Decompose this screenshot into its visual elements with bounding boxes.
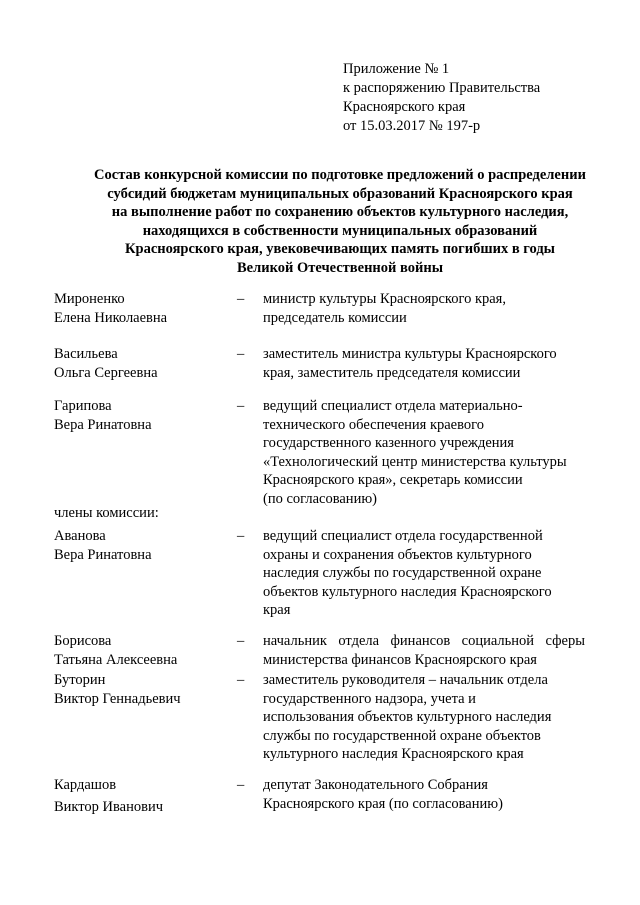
member-name [54,632,234,669]
title-line: на выполнение работ по сохранению объектов культурного наследия, [111,204,569,220]
member-role [263,632,593,669]
role-line: охраны и сохранения объектов культурного [263,546,532,563]
member-given-name: Вера Ринатовна [54,416,152,433]
member-surname: Буторин [54,672,106,688]
member-role [263,397,593,508]
role-line: депутат Законодательного Собрания [263,777,488,793]
role-line: председатель комиссии [263,309,407,326]
role-word: финансов [390,633,451,649]
member-given-name: Татьяна Алексеевна [54,651,178,668]
role-line: объектов культурного наследия Красноярского [263,583,552,600]
member-given-name: Елена Николаевна [54,309,168,326]
member-role [263,671,593,764]
member-given-name: Ольга Сергеевна [54,364,158,381]
members-section-label: члены комиссии: [54,505,159,521]
dash-separator: – [237,777,245,793]
role-line: края, заместитель председателя комиссии [263,364,521,381]
role-line: «Технологический центр министерства культуры [263,453,567,470]
member-role [263,776,593,813]
role-line: государственного казенного учреждения [263,435,514,451]
appendix-region: Красноярского края [343,99,466,115]
member-role [263,527,593,620]
role-line: (по согласованию) [263,490,377,507]
title-line: Красноярского края, увековечивающих память погибших в годы [124,241,556,257]
role-line: заместитель руководителя – начальник отдела [263,672,548,688]
title-line: Состав конкурсной комиссии по подготовке предложений о распределении [94,167,586,183]
member-surname: Мироненко [54,291,125,307]
dash-separator: – [237,346,245,362]
role-line: Красноярского края», секретарь комиссии [263,472,523,488]
role-line: культурного наследия Красноярского края [263,746,524,762]
role-word: начальник [263,633,327,649]
dash-separator: – [237,672,245,688]
role-line: государственного надзора, учета и [263,690,476,707]
role-line: использования объектов культурного наследия [263,709,552,725]
title-line: субсидий бюджетам муниципальных образований Красноярского края [107,185,573,202]
role-word: отдела [338,633,380,649]
role-line: заместитель министра культуры Красноярского [263,346,557,362]
member-name [54,527,234,564]
member-given-name: Виктор Геннадьевич [54,690,181,707]
member-role [263,345,593,382]
dash-separator: – [237,633,245,649]
dash-separator: – [237,528,245,544]
role-line: наследия службы по государственной охране [263,565,542,581]
role-line: министерства финансов Красноярского края [263,651,537,668]
role-line: ведущий специалист отдела государственной [263,528,543,544]
role-word: социальной [461,633,535,649]
role-line: Красноярского края (по согласованию) [263,795,503,812]
role-line-justified [263,632,585,651]
member-name [54,290,234,327]
title-line: находящихся в собственности муниципальных образований [142,222,538,239]
member-name [54,397,234,434]
dash-separator: – [237,291,245,307]
member-name [54,345,234,382]
member-given-name: Вера Ринатовна [54,546,152,563]
member-name [54,671,234,708]
appendix-header [343,60,540,136]
role-line: ведущий специалист отдела материально- [263,398,523,414]
role-line: министр культуры Красноярского края, [263,291,506,307]
member-surname: Аванова [54,528,106,544]
appendix-number: Приложение № 1 [343,61,450,77]
title-line: Великой Отечественной войны [236,259,444,276]
member-name [54,776,234,816]
role-word: сферы [545,633,585,649]
document-title [60,166,620,277]
member-surname: Кардашов [54,777,117,793]
member-surname: Гарипова [54,398,112,414]
member-surname: Борисова [54,633,112,649]
appendix-date: от 15.03.2017 № 197-р [343,118,481,134]
role-line: службы по государственной охране объектов [263,727,541,744]
role-line: края [263,602,291,618]
dash-separator: – [237,398,245,414]
member-surname: Васильева [54,346,118,362]
member-role [263,290,593,327]
appendix-reference: к распоряжению Правительства [343,80,541,96]
member-given-name: Виктор Иванович [54,798,164,815]
role-line: технического обеспечения краевого [263,416,484,433]
